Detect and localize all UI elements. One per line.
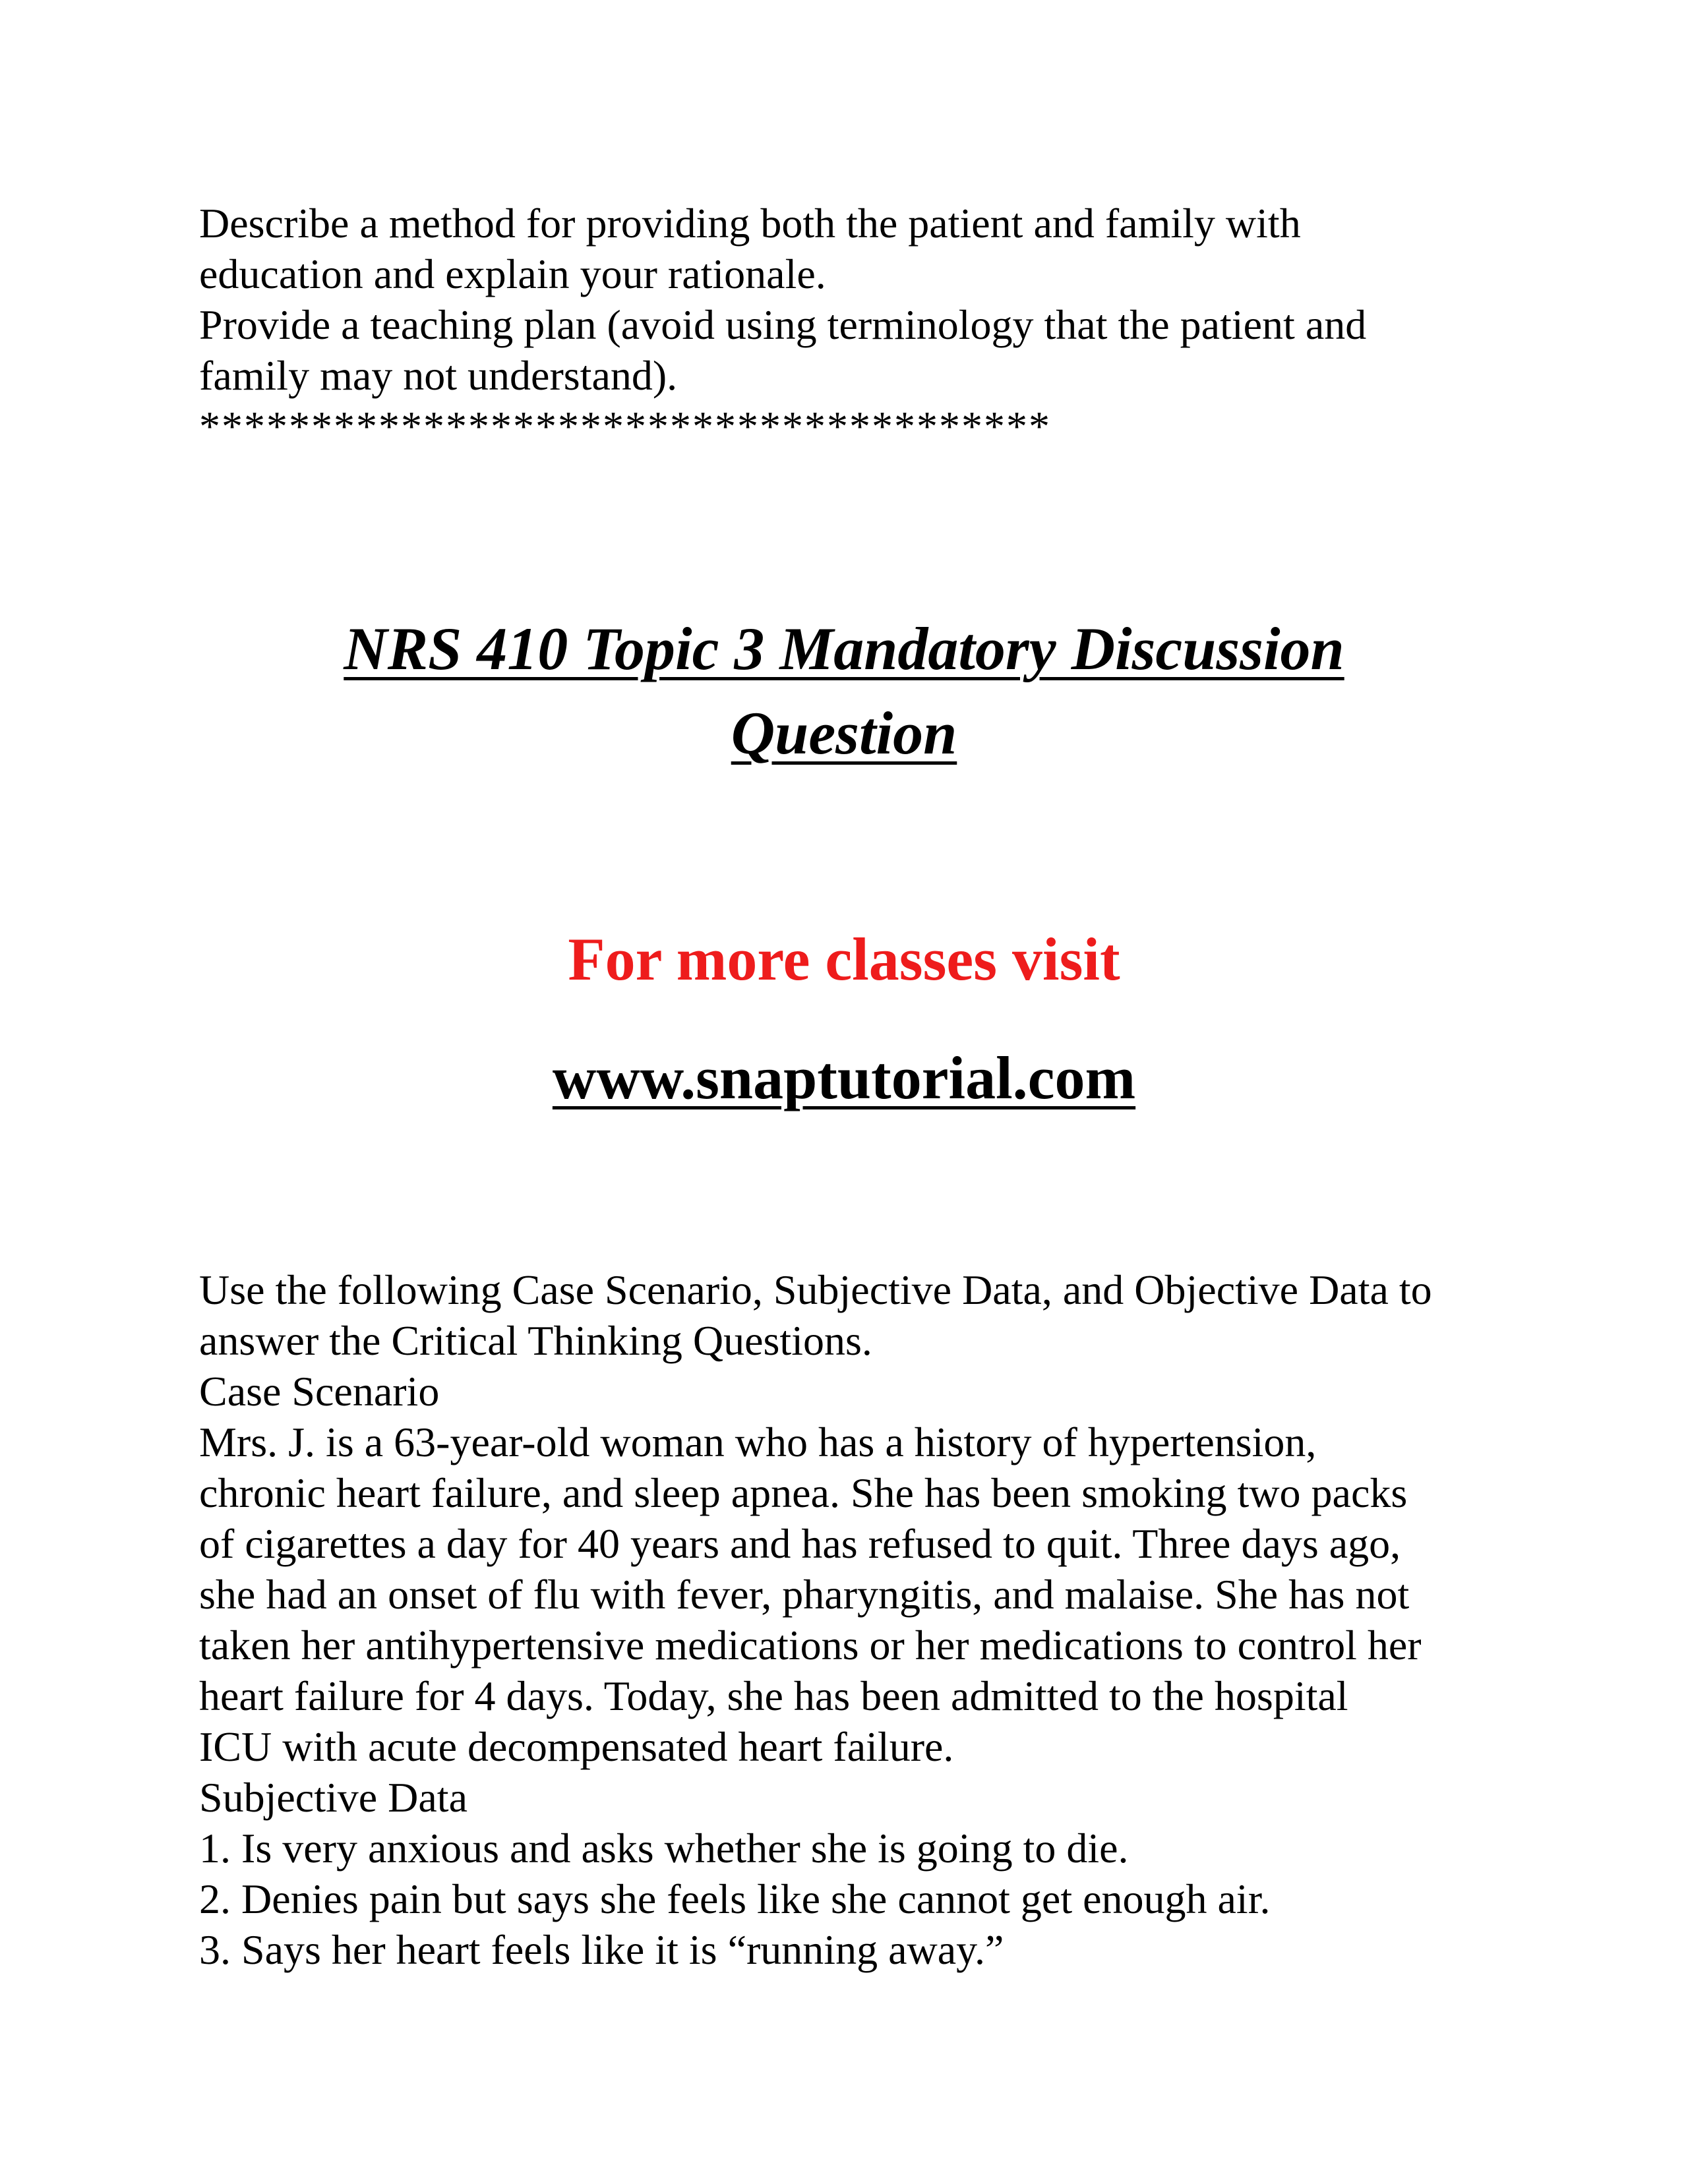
intro-line: Provide a teaching plan (avoid using terminology that the patient and	[199, 301, 1367, 348]
page-title-line-2: Question	[731, 699, 957, 767]
list-item: 3. Says her heart feels like it is “running away.”	[199, 1926, 1004, 1973]
case-line: ICU with acute decompensated heart failure.	[199, 1723, 954, 1770]
section-heading-case-scenario: Case Scenario	[199, 1368, 440, 1415]
case-line: answer the Critical Thinking Questions.	[199, 1317, 872, 1364]
separator-stars: **************************************	[199, 403, 1051, 450]
intro-text	[199, 198, 1366, 452]
promo-url-link[interactable]: www.snaptutorial.com	[552, 1044, 1136, 1111]
intro-line: family may not understand).	[199, 352, 678, 399]
case-text	[199, 1264, 1432, 1975]
case-line: heart failure for 4 days. Today, she has been admitted to the hospital	[199, 1672, 1348, 1719]
promo-text: For more classes visit	[568, 926, 1120, 993]
intro-line: education and explain your rationale.	[199, 251, 826, 297]
case-line: of cigarettes a day for 40 years and has refused to quit. Three days ago,	[199, 1520, 1401, 1567]
case-line: Use the following Case Scenario, Subjective Data, and Objective Data to	[199, 1266, 1432, 1313]
page-title-line-1: NRS 410 Topic 3 Mandatory Discussion	[344, 615, 1344, 682]
list-item: 1. Is very anxious and asks whether she is going to die.	[199, 1825, 1129, 1872]
case-line: Mrs. J. is a 63-year-old woman who has a history of hypertension,	[199, 1419, 1317, 1465]
case-line: chronic heart failure, and sleep apnea. She has been smoking two packs	[199, 1469, 1408, 1516]
list-item: 2. Denies pain but says she feels like she cannot get enough air.	[199, 1875, 1271, 1922]
case-line: she had an onset of flu with fever, pharyngitis, and malaise. She has not	[199, 1571, 1410, 1618]
intro-line: Describe a method for providing both the patient and family with	[199, 200, 1301, 247]
section-heading-subjective-data: Subjective Data	[199, 1774, 467, 1821]
case-line: taken her antihypertensive medications or her medications to control her	[199, 1622, 1422, 1668]
